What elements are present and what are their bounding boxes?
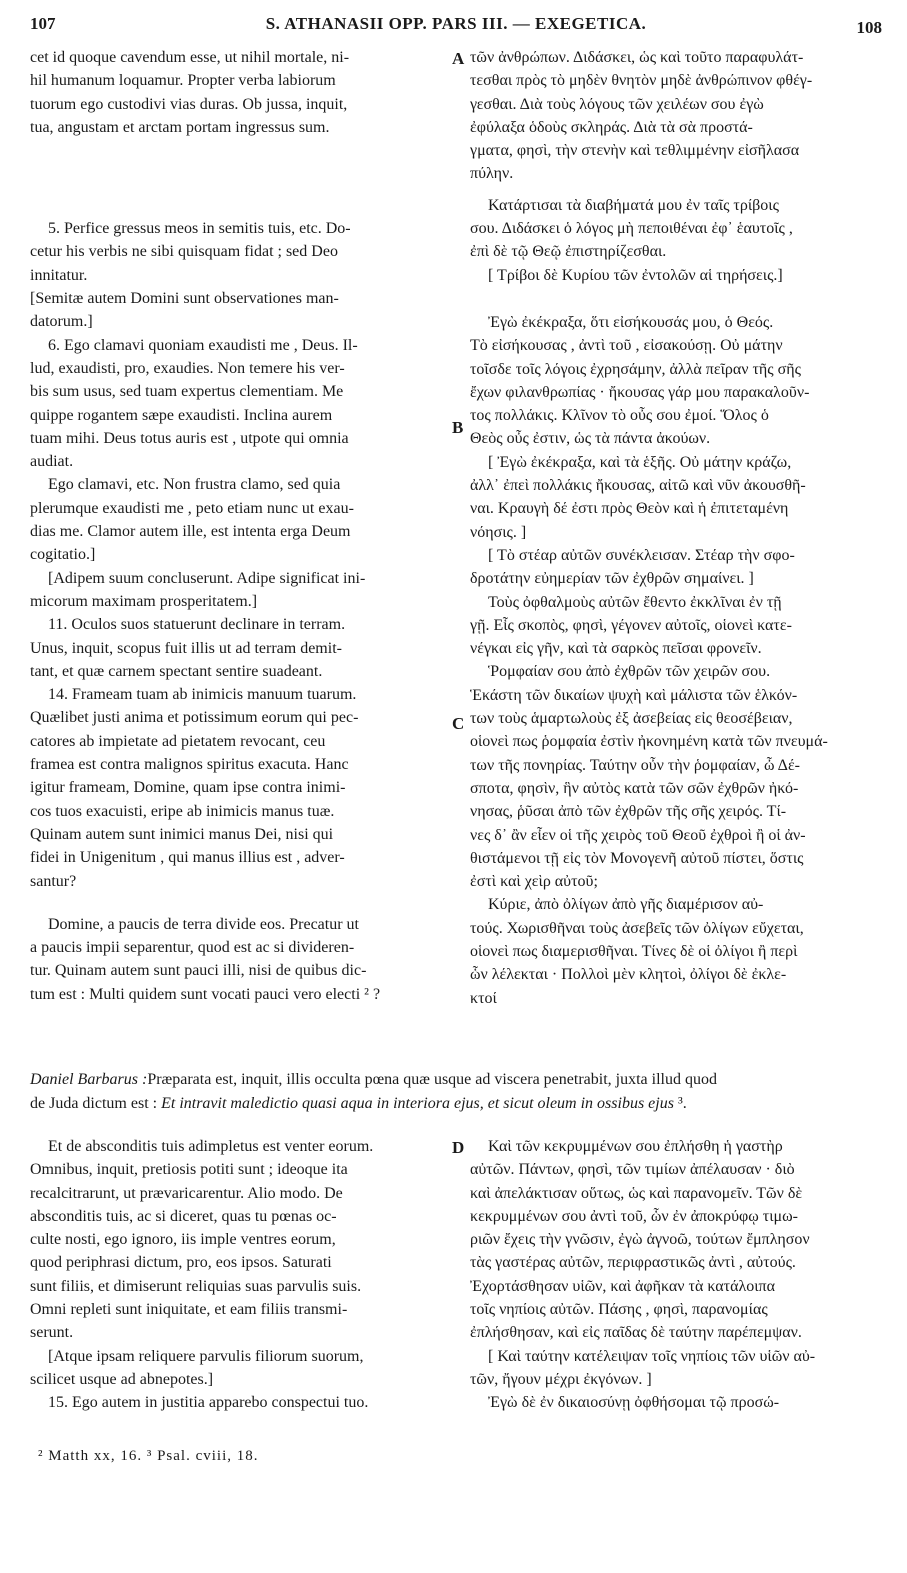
greek-line: [ Καὶ ταύτην κατέλειψαν τοῖς νηπίοις τῶν υἱῶν αὐ- (488, 1347, 816, 1365)
greek-line: τοῖς νηπίοις αὐτῶν. Πάσης , φησὶ, παρανομίας (470, 1301, 768, 1319)
latin-line: cogitatio.] (30, 546, 96, 564)
latin-line: hil humanum loquamur. Propter verba labiorum (30, 72, 336, 90)
greek-line: ἀλλ᾽ ἐπεὶ πολλάκις ἤκουσας, αἰτῶ καὶ νῦν ἀκουσθῆ- (470, 477, 806, 495)
greek-line: δροτάτην εὐημερίαν τῶν ἐχθρῶν σημαίνει. ] (470, 570, 754, 588)
latin-line: igitur frameam, Domine, quam ipse contra inimi- (30, 779, 346, 797)
barbarus-note (30, 1068, 882, 1115)
greek-line: Ῥομφαίαν σου ἀπὸ ἐχθρῶν τῶν χειρῶν σου. (488, 663, 771, 681)
greek-line: των τῆς πονηρίας. Ταύτην οὖν τὴν ῥομφαίαν, ὦ Δέ- (470, 756, 801, 774)
note-quote: Et intravit maledictio quasi aqua in interiora ejus, et sicut oleum in ossibus ejus (161, 1094, 674, 1112)
latin-line: santur? (30, 872, 77, 890)
greek-line: Κύριε, ἀπὸ ὀλίγων ἀπὸ γῆς διαμέρισον αὐ- (488, 896, 764, 914)
greek-line: [ Τρίβοι δὲ Κυρίου τῶν ἐντολῶν αἱ τηρήσεις.] (488, 266, 783, 284)
latin-line: cet id quoque cavendum esse, ut nihil mortale, ni- (30, 49, 350, 66)
latin-line: innitatur. (30, 266, 88, 284)
greek-line: Κατάρτισαι τὰ διαβήματά μου ἐν ταῖς τρίβοις (488, 196, 779, 214)
latin-line: [Atque ipsam reliquere parvulis filiorum suorum, (48, 1347, 364, 1365)
greek-line: οἱονεὶ πως ῥομφαία ἐστὶν ἠκονημένη κατὰ τῶν πνευμά- (470, 733, 828, 751)
greek-column-bottom (470, 1135, 888, 1415)
page-number-right: 108 (856, 18, 882, 37)
latin-line: plerumque exaudisti me , peto etiam nunc ut exau- (30, 499, 354, 517)
latin-line: Domine, a paucis de terra divide eos. Precatur ut (48, 915, 359, 933)
greek-line: Τὸ εἰσήκουσας , ἀντὶ τοῦ , εἰσακούσῃ. Οὐ μάτην (470, 337, 783, 355)
latin-column-top (30, 46, 450, 1006)
latin-line: sunt filiis, et dimiserunt reliquias suas parvulis suis. (30, 1277, 362, 1295)
greek-line: τῶν, ἤγουν μέχρι ἐκγόνων. ] (470, 1370, 652, 1388)
note-line-1: Præparata est, inquit, illis occulta pœna quæ usque ad viscera penetrabit, juxta illud quod (147, 1071, 717, 1088)
latin-line: cos tuos exacuisti, eripe ab inimicis manus tuæ. (30, 802, 335, 820)
latin-line: [Semitæ autem Domini sunt observationes man- (30, 290, 339, 308)
greek-line: [ Τὸ στέαρ αὐτῶν συνέκλεισαν. Στέαρ τὴν σφο- (488, 546, 795, 564)
greek-line: ἐπλήσθησαν, καὶ εἰς παῖδας δὲ ταύτην παρέπεμψαν. (470, 1324, 802, 1342)
greek-line: σποτα, φησὶν, ἣν αὐτὸς κατὰ τῶν σῶν ἐχθρῶν ἠκό- (470, 779, 799, 797)
latin-line: framea est contra malignos spiritus exacuta. Hanc (30, 756, 349, 774)
greek-line: οἱονεὶ πως διαμερισθῆναι. Τίνες δὲ οἱ ὀλίγοι ἢ περὶ (470, 942, 798, 960)
latin-line: Ego clamavi, etc. Non frustra clamo, sed quia (48, 476, 341, 494)
greek-line: νησας, ῥῦσαι ἀπὸ τῶν ἐχθρῶν τῆς σῆς χειρός. Τί- (470, 803, 787, 821)
greek-line: Ἐγὼ δὲ ἐν δικαιοσύνῃ ὀφθήσομαι τῷ προσώ- (488, 1394, 780, 1412)
greek-line: κεκρυμμένων σου ἀντὶ τοῦ, ὧν ἐν ἀποκρύφῳ τιμω- (470, 1207, 798, 1225)
latin-line: lud, exaudisti, pro, exaudies. Non temere his ver- (30, 359, 345, 377)
latin-line: datorum.] (30, 313, 93, 331)
greek-line: των τοὺς ἁμαρτωλοὺς ἐξ ἀσεβείας εἰς θεοσέβειαν, (470, 710, 793, 728)
greek-line: αὐτῶν. Πάντων, φησὶ, τῶν τιμίων ἀπέλαυσαν · διὸ (470, 1161, 795, 1179)
greek-line: νες δ᾽ ἂν εἶεν οἱ τῆς χειρὸς τοῦ Θεοῦ ἐχθροὶ ἢ οἱ ἀν- (470, 826, 806, 844)
footnotes: ² Matth xx, 16. ³ Psal. cviii, 18. (38, 1448, 259, 1464)
greek-line: Ἐχορτάσθησαν υἱῶν, καὶ ἀφῆκαν τὰ κατάλοιπα (470, 1277, 775, 1295)
latin-line: 6. Ego clamavi quoniam exaudisti me , Deus. Il- (48, 336, 358, 354)
latin-line: tuorum ego custodivi vias duras. Ob jussa, inquit, (30, 95, 348, 113)
latin-line: a paucis impii separentur, quod est ac si divideren- (30, 939, 355, 957)
column-marker-b: B (452, 418, 464, 437)
latin-line: tum est : Multi quidem sunt vocati pauci vero electi ² ? (30, 985, 381, 1003)
latin-line: audiat. (30, 453, 74, 471)
greek-line: τος πολλάκις. Κλῖνον τὸ οὖς σου ἐμοί. Ὅλος ὁ (470, 407, 769, 425)
greek-line: ναι. Κραυγὴ δέ ἐστι πρὸς Θεὸν καὶ ἡ ἐπιτεταμένη (470, 500, 789, 518)
greek-line: νέγκαι εἰς γῆν, καὶ τὰ σαρκὸς πεῖσαι φρονεῖν. (470, 640, 762, 658)
latin-line: tur. Quinam autem sunt pauci illi, nisi de quibus dic- (30, 962, 367, 980)
column-marker-d: D (452, 1138, 465, 1157)
greek-line: Τοὺς ὀφθαλμοὺς αὐτῶν ἔθεντο ἐκκλῖναι ἐν τῇ (488, 593, 782, 611)
greek-line: κτοί (470, 989, 497, 1007)
latin-line: 5. Perfice gressus meos in semitis tuis, etc. Do- (48, 220, 351, 238)
latin-line: fidei in Unigenitum , qui manus illius est , adver- (30, 849, 345, 867)
latin-line: catores ab impietate ad pietatem revocant, ceu (30, 732, 326, 750)
latin-line: scilicet usque ad abnepotes.] (30, 1370, 214, 1388)
latin-line: absconditis tuis, ac si diceret, quas tu pœnas oc- (30, 1207, 337, 1225)
latin-line: Unus, inquit, scopus fuit illis ut ad terram demit- (30, 639, 342, 657)
greek-line: γματα, φησὶ, τὴν στενὴν καὶ τεθλιμμένην εἰσῆλασα (470, 142, 800, 160)
greek-line: Ἑκάστη τῶν δικαίων ψυχὴ καὶ μάλιστα τῶν ἑλκόν- (470, 686, 798, 704)
greek-line: γῇ. Εἷς σκοπὸς, φησὶ, γέγονεν αὐτοῖς, οἱονεὶ κατε- (470, 616, 792, 634)
greek-column-top (470, 46, 888, 1010)
greek-line: ὧν λέλεκται · Πολλοὶ μὲν κλητοὶ, ὀλίγοι δὲ ἐκλε- (470, 966, 787, 984)
latin-line: cetur his verbis ne sibi quisquam fidat ; sed Deo (30, 243, 338, 261)
latin-line: quod periphrasi dictum, pro, eos ipsos. Saturati (30, 1254, 332, 1272)
latin-line: Omni repleti sunt iniquitate, et eam filiis transmi- (30, 1301, 348, 1319)
latin-line: 15. Ego autem in justitia apparebo conspectui tuo. (48, 1394, 369, 1412)
latin-line: Quinam autem sunt inimici manus Dei, nisi qui (30, 825, 334, 843)
running-title: S. ATHANASII OPP. PARS III. — EXEGETICA. (265, 14, 647, 33)
latin-line: micorum maximam prosperitatem.] (30, 592, 258, 610)
greek-line: καὶ ἀπελάκτισαν οὕτως, ὡς καὶ παρανομεῖν. Τῶν δὲ (470, 1184, 803, 1202)
greek-line: τεσθαι πρὸς τὸ μηδὲν θνητὸν μηδὲ ἀνθρώπινον φθέγ- (470, 72, 813, 90)
latin-line: recalcitrarunt, ut prævaricarentur. Alio modo. De (30, 1184, 343, 1202)
greek-line: [ Ἐγὼ ἐκέκραξα, καὶ τὰ ἑξῆς. Οὐ μάτην κράζω, (488, 453, 792, 471)
greek-line: ἐφύλαξα ὁδοὺς σκληράς. Διὰ τὰ σὰ προστά- (470, 118, 753, 136)
speaker-name: Daniel Barbarus : (30, 1071, 148, 1088)
greek-line: ριῶν ἔχεις τὴν γνῶσιν, ἐγὼ ἀγνοῶ, τούτων ἔμπλησον (470, 1231, 810, 1249)
greek-line: ἐπὶ δὲ τῷ Θεῷ ἐπιστηρίζεσθαι. (470, 243, 667, 261)
latin-column-bottom (30, 1135, 450, 1415)
note-footnote-ref: ³. (673, 1094, 687, 1112)
greek-line: τῶν ἀνθρώπων. Διδάσκει, ὡς καὶ τοῦτο παραφυλάτ- (470, 49, 804, 66)
greek-line: ἔχων φιλανθρωπίας · ἤκουσας γάρ μου παρακαλοῦν- (470, 383, 810, 401)
latin-line: 11. Oculos suos statuerunt declinare in terram. (48, 616, 346, 634)
greek-line: ἐστὶ καὶ χεὶρ αὐτοῦ; (470, 873, 598, 891)
greek-line: Θεὸς οὖς ἐστιν, ὡς τὰ πάντα ἀκούων. (470, 430, 711, 448)
column-marker-a: A (452, 49, 465, 68)
greek-line: πύλην. (470, 165, 514, 183)
page-number-left: 107 (30, 14, 56, 33)
page-header (30, 14, 882, 44)
latin-line: serunt. (30, 1324, 74, 1342)
greek-line: θιστάμενοι τῇ εἰς τὸν Μονογενῆ αὐτοῦ πίστει, ὅστις (470, 849, 804, 867)
greek-line: Καὶ τῶν κεκρυμμένων σου ἐπλήσθη ἡ γαστὴρ (488, 1138, 783, 1155)
latin-line: bis sum usus, sed tuam expertus clementiam. Me (30, 383, 344, 401)
greek-line: τούς. Χωρισθῆναι τοὺς ἀσεβεῖς τῶν ὀλίγων εὔχεται, (470, 919, 804, 937)
latin-line: quippe rogantem sæpe exaudisti. Inclina aurem (30, 406, 333, 424)
greek-line: Ἐγὼ ἐκέκραξα, ὅτι εἰσήκουσάς μου, ὁ Θεός. (488, 313, 774, 331)
column-marker-c: C (452, 714, 465, 733)
latin-line: tant, et quæ carnem spectant sentire suadeant. (30, 662, 323, 680)
latin-line: Omnibus, inquit, pretiosis potiti sunt ; ideoque ita (30, 1161, 348, 1179)
greek-line: τοῖσδε τοῖς λόγοις ἐχρησάμην, ἀλλὰ πεῖραν τῆς σῆς (470, 360, 801, 378)
latin-line: [Adipem suum concluserunt. Adipe significat ini- (48, 569, 366, 587)
latin-line: dias me. Clamor autem ille, est intenta erga Deum (30, 523, 351, 541)
latin-line: tuam mihi. Deus totus auris est , utpote qui omnia (30, 429, 349, 447)
latin-line: 14. Frameam tuam ab inimicis manuum tuarum. (48, 686, 357, 704)
greek-line: νόησις. ] (470, 523, 527, 541)
latin-line: culte nosti, ego ignoro, iis imple ventres eorum, (30, 1231, 336, 1249)
greek-line: γεσθαι. Διὰ τοὺς λόγους τῶν χειλέων σου ἐγὼ (470, 95, 764, 113)
note-line-2-start: de Juda dictum est : (30, 1094, 162, 1112)
greek-line: σου. Διδάσκει ὁ λόγος μὴ πεποιθέναι ἐφ᾽ ἑαυτοῖς , (470, 220, 793, 238)
greek-line: τὰς γαστέρας αὐτῶν, περιφραστικῶς ἀντὶ , αὐτούς. (470, 1254, 796, 1272)
latin-line: Et de absconditis tuis adimpletus est venter eorum. (48, 1138, 374, 1155)
latin-line: tua, angustam et arctam portam ingressus sum. (30, 118, 330, 136)
latin-line: Quælibet justi anima et potissimum eorum qui pec- (30, 709, 359, 727)
